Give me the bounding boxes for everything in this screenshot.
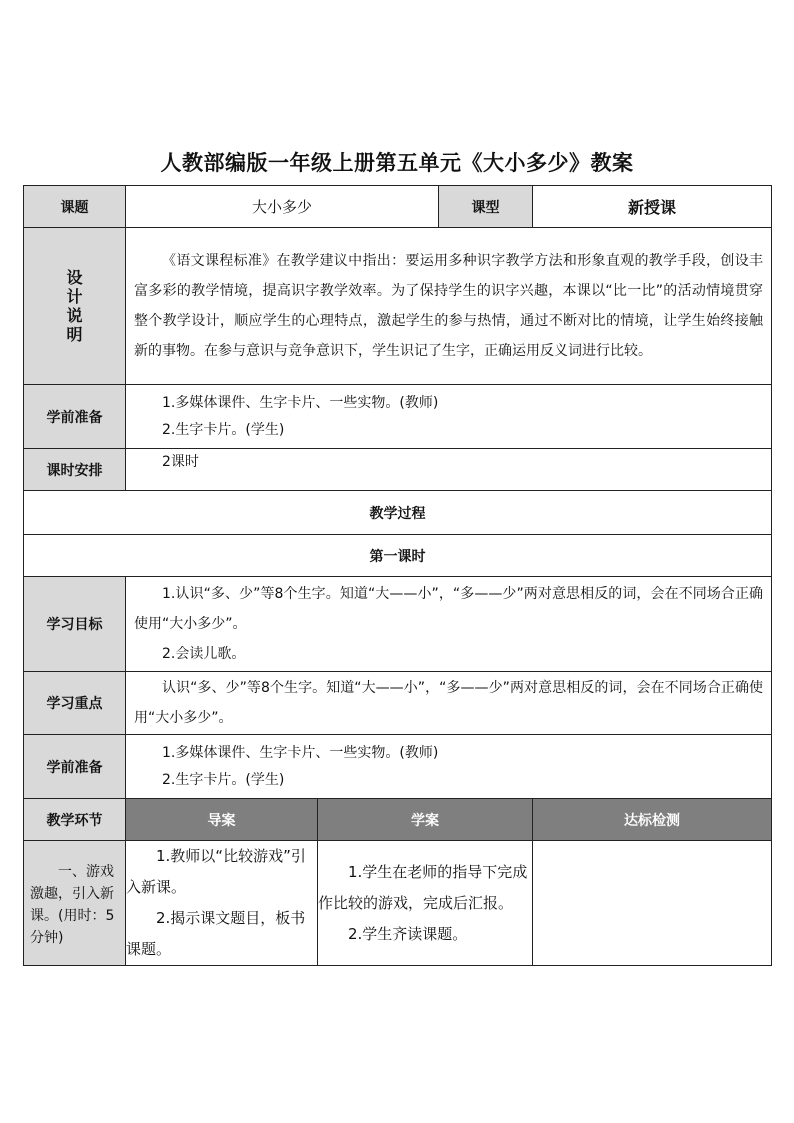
topic-label: 课题 xyxy=(24,186,126,228)
type-label: 课型 xyxy=(439,186,533,228)
design-text: 《语文课程标准》在教学建议中指出：要运用多种识字教学方法和形象直观的教学手段，创设丰富多彩的教学情境，提高识字教学效率。为了保持学生的识字兴趣，本课以“比一比”的活动情境贯穿整个教学设计，顺应学生的心理特点，激起学生的参与热情，通过不断对比的情境，让学生始终接触新的事物。在参与意识与竞争意识下，学生识记了生字，正确运用反义词进行比较。 xyxy=(126,228,772,385)
steps-header-row xyxy=(24,799,772,841)
step1-study-item: 1.学生在老师的指导下完成作比较的游戏，完成后汇报。 xyxy=(318,862,528,912)
steps-label: 教学环节 xyxy=(24,799,126,841)
step1-guide-item: 2.揭示课文题目，板书课题。 xyxy=(126,909,306,958)
type-value: 新授课 xyxy=(533,186,772,228)
lesson-title-row xyxy=(24,535,772,577)
goals-label: 学习目标 xyxy=(24,577,126,672)
study-header: 学案 xyxy=(318,799,533,841)
goals-item: 1.认识“多、少”等8个生字。知道“大——小”，“多——少”两对意思相反的词，会在不同场合正确使用“大小多少”。 xyxy=(134,586,764,632)
process-title-row xyxy=(24,491,772,535)
check-header: 达标检测 xyxy=(533,799,772,841)
schedule-row xyxy=(24,449,772,491)
focus-text: 认识“多、少”等8个生字。知道“大——小”，“多——少”两对意思相反的词，会在不同场合正确使用“大小多少”。 xyxy=(126,672,772,735)
step1-check xyxy=(533,841,772,966)
prep1-item: 2.生字卡片。(学生) xyxy=(162,421,285,438)
design-label-char: 设 xyxy=(66,268,83,287)
step1-study-item: 2.学生齐读课题。 xyxy=(348,924,468,943)
step1-row xyxy=(24,841,772,966)
schedule-label: 课时安排 xyxy=(24,449,126,491)
step1-name: 一、游戏激趣，引入新课。(用时：5分钟) xyxy=(24,841,126,966)
design-label xyxy=(24,228,126,385)
prep2-item: 2.生字卡片。(学生) xyxy=(162,771,285,788)
document-title: 人教部编版一年级上册第五单元《大小多少》教案 xyxy=(160,151,634,175)
goals-row xyxy=(24,577,772,672)
design-label-char: 计 xyxy=(66,287,83,306)
design-label-char: 说 xyxy=(66,306,83,325)
design-label-char: 明 xyxy=(66,325,83,344)
prep2-item: 1.多媒体课件、生字卡片、一些实物。(教师) xyxy=(162,744,439,761)
lesson-plan-table xyxy=(23,185,772,966)
prep2-row xyxy=(24,735,772,799)
prep1-row xyxy=(24,385,772,449)
prep1-item: 1.多媒体课件、生字卡片、一些实物。(教师) xyxy=(162,394,439,411)
prep1-label: 学前准备 xyxy=(24,385,126,449)
focus-row xyxy=(24,672,772,735)
focus-label: 学习重点 xyxy=(24,672,126,735)
lesson-title: 第一课时 xyxy=(24,535,772,577)
topic-value: 大小多少 xyxy=(126,186,439,228)
step1-guide-item: 1.教师以“比较游戏”引入新课。 xyxy=(126,847,306,896)
design-row xyxy=(24,228,772,385)
process-title: 教学过程 xyxy=(24,491,772,535)
schedule-value: 2课时 xyxy=(162,454,199,470)
prep2-label: 学前准备 xyxy=(24,735,126,799)
goals-item: 2.会读儿歌。 xyxy=(162,646,246,662)
guide-header: 导案 xyxy=(126,799,318,841)
topic-row xyxy=(24,186,772,228)
